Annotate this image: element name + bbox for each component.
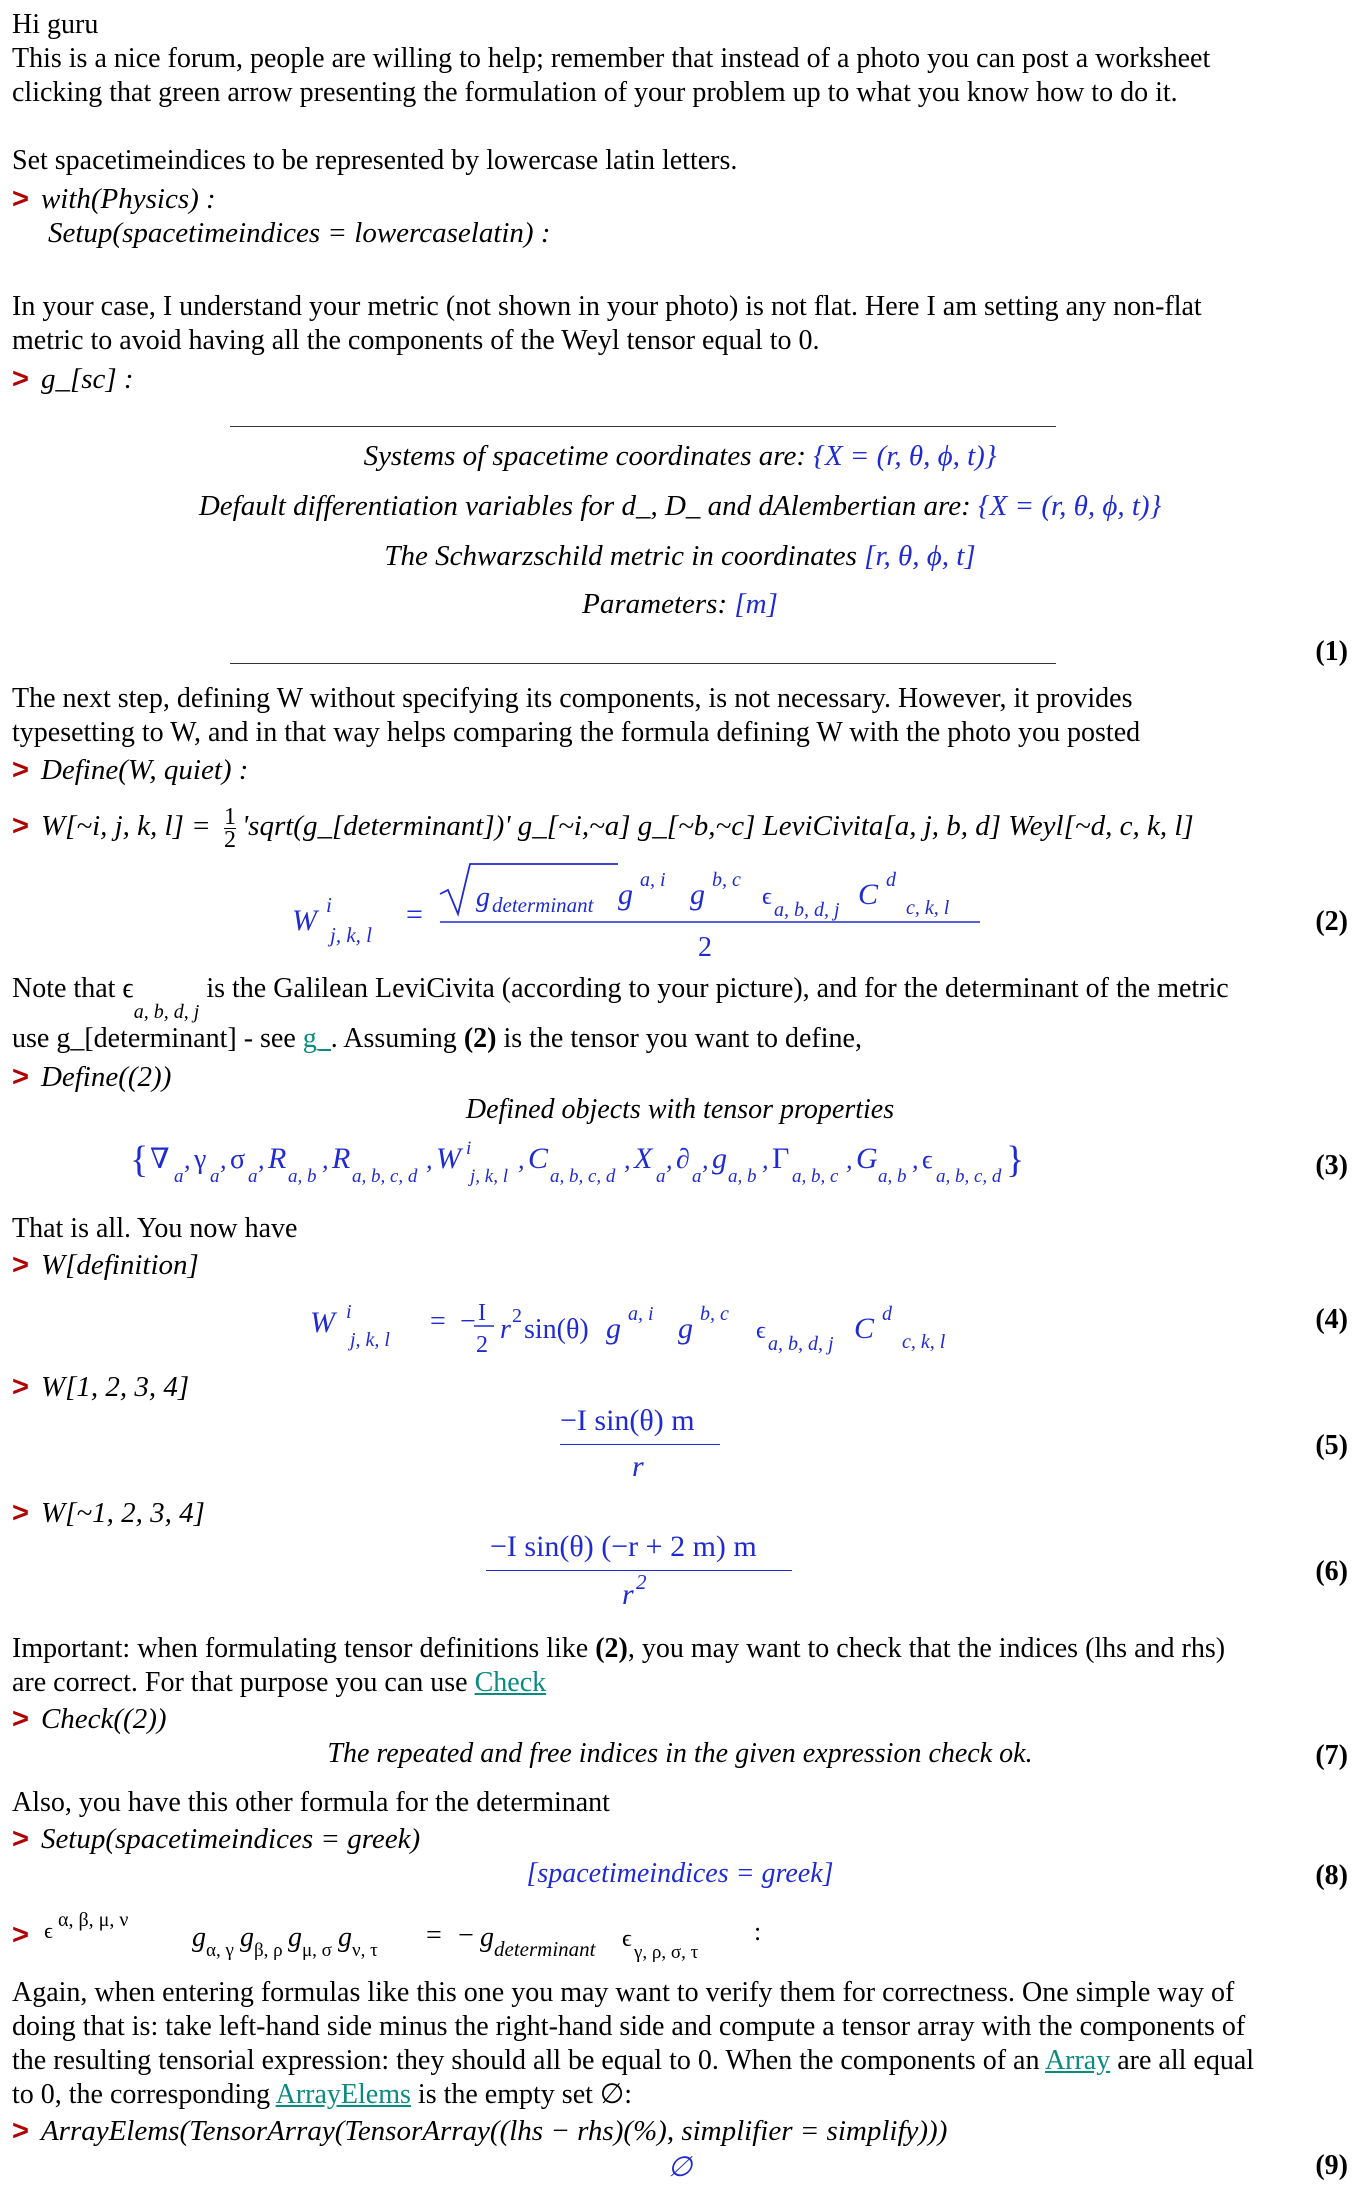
svg-text:γ, ρ, σ, τ: γ, ρ, σ, τ bbox=[634, 1942, 699, 1963]
svg-text:μ, σ: μ, σ bbox=[302, 1940, 332, 1961]
paragraph-metric-1: In your case, I understand your metric (not shown in your photo) is not flat. Here I am setting any non-flat bbox=[12, 291, 1202, 322]
svg-text:=: = bbox=[426, 1920, 442, 1951]
equation-label-1[interactable]: (1) bbox=[1315, 636, 1348, 667]
paragraph-define-1: The next step, defining W without specifying its components, is not necessary. However, it provides bbox=[12, 683, 1133, 714]
svg-text:a: a bbox=[248, 1166, 258, 1187]
prompt-marker: > bbox=[12, 2115, 29, 2147]
paragraph-define-2: typesetting to W, and in that way helps comparing the formula defining W with the photo you posted bbox=[12, 717, 1141, 748]
svg-text:g: g bbox=[192, 1922, 206, 1953]
svg-text:,: , bbox=[220, 1145, 227, 1174]
output-diff-vars: Default differentiation variables for d_, D_ and dAlembertian are: {X = (r, θ, ϕ, t)} bbox=[198, 490, 1162, 522]
svg-text:g: g bbox=[618, 878, 633, 911]
prompt-marker: > bbox=[12, 1703, 29, 1735]
svg-text:,: , bbox=[518, 1145, 525, 1174]
input-determinant-identity[interactable] bbox=[12, 1918, 41, 1952]
svg-text:ϵ: ϵ bbox=[756, 1318, 766, 1344]
svg-text:determinant: determinant bbox=[494, 1937, 596, 1961]
svg-text:a, b, c, d: a, b, c, d bbox=[352, 1166, 418, 1187]
svg-text::: : bbox=[754, 1917, 762, 1946]
svg-text:α, γ: α, γ bbox=[206, 1940, 234, 1961]
prompt-marker: > bbox=[12, 1061, 29, 1093]
command-text[interactable]: Define(W, quiet) : bbox=[40, 754, 249, 786]
svg-text:b, c: b, c bbox=[712, 869, 741, 891]
svg-text:}: } bbox=[1006, 1139, 1025, 1181]
input-with-physics[interactable] bbox=[12, 182, 216, 216]
svg-text:σ: σ bbox=[230, 1144, 246, 1175]
svg-text:,: , bbox=[846, 1145, 853, 1174]
svg-text:a, b, d, j: a, b, d, j bbox=[768, 1333, 834, 1355]
svg-text:ϵ: ϵ bbox=[922, 1145, 933, 1174]
svg-text:∂: ∂ bbox=[676, 1144, 690, 1175]
svg-text:g: g bbox=[712, 1142, 727, 1175]
paragraph-that-is-all: That is all. You now have bbox=[12, 1213, 298, 1244]
svg-text:,: , bbox=[912, 1145, 919, 1174]
svg-text:d: d bbox=[882, 1303, 892, 1325]
command-text[interactable]: g_[sc] : bbox=[40, 363, 134, 395]
command-text[interactable]: Define((2)) bbox=[40, 1061, 172, 1093]
svg-text:,: , bbox=[258, 1145, 265, 1174]
svg-text:−: − bbox=[458, 1920, 474, 1951]
svg-text:γ: γ bbox=[194, 1144, 207, 1175]
svg-text:j, k, l: j, k, l bbox=[350, 1329, 390, 1351]
svg-text:W: W bbox=[310, 1306, 335, 1339]
svg-text:d: d bbox=[886, 869, 896, 891]
paragraph-also: Also, you have this other formula for the determinant bbox=[12, 1787, 610, 1818]
svg-text:a, b: a, b bbox=[728, 1166, 757, 1187]
svg-text:2: 2 bbox=[476, 1332, 488, 1358]
equation-2-rhs bbox=[440, 858, 1000, 978]
command-text[interactable]: ArrayElems(TensorArray(TensorArray((lhs − rhs)(%), simplifier = simplify))) bbox=[40, 2115, 948, 2147]
svg-text:G: G bbox=[856, 1142, 878, 1175]
prompt-marker: > bbox=[12, 810, 29, 843]
svg-text:R: R bbox=[332, 1142, 351, 1175]
determinant-identity-formula[interactable] bbox=[44, 1900, 764, 1970]
equation-label-6[interactable]: (6) bbox=[1315, 1556, 1348, 1587]
svg-text:=: = bbox=[430, 1306, 446, 1337]
output-rule-bottom bbox=[230, 663, 1056, 664]
prompt-marker: > bbox=[12, 1371, 29, 1403]
command-text[interactable]: W[~1, 2, 3, 4] bbox=[40, 1497, 205, 1529]
svg-text:a, b, c, d: a, b, c, d bbox=[550, 1166, 616, 1187]
svg-text:a, b, d, j: a, b, d, j bbox=[774, 899, 840, 921]
svg-text:a, b, c: a, b, c bbox=[792, 1166, 839, 1187]
paragraph-note-2: use g_[determinant] - see g_. Assuming (2) is the tensor you want to define, bbox=[12, 1023, 862, 1054]
svg-text:i: i bbox=[466, 1138, 472, 1159]
command-text[interactable]: with(Physics) : bbox=[40, 183, 216, 215]
svg-text:g: g bbox=[606, 1312, 621, 1345]
equation-label-7[interactable]: (7) bbox=[1315, 1740, 1348, 1771]
input-define-w[interactable] bbox=[12, 753, 248, 787]
svg-text:g: g bbox=[288, 1922, 302, 1953]
prompt-marker: > bbox=[12, 183, 29, 215]
output-spacetime-greek: [spacetimeindices = greek] bbox=[526, 1858, 834, 1889]
svg-text:g: g bbox=[678, 1312, 693, 1345]
input-arrayelems[interactable] bbox=[12, 2114, 947, 2148]
input-check[interactable] bbox=[12, 1702, 167, 1736]
svg-text:R: R bbox=[268, 1142, 287, 1175]
svg-text:sin(θ): sin(θ) bbox=[524, 1314, 589, 1345]
svg-text:a, b: a, b bbox=[288, 1166, 317, 1187]
equation-label-4[interactable]: (4) bbox=[1315, 1304, 1348, 1335]
svg-text:β, ρ: β, ρ bbox=[254, 1940, 283, 1961]
svg-text:a, b, c, d: a, b, c, d bbox=[936, 1166, 1002, 1187]
command-text[interactable]: Setup(spacetimeindices = greek) bbox=[40, 1823, 421, 1855]
paragraph-again-1: Again, when entering formulas like this one you may want to verify them for correctness. One simple way of bbox=[12, 1977, 1235, 2008]
paragraph-setup: Set spacetimeindices to be represented by lowercase latin letters. bbox=[12, 145, 738, 176]
link-array[interactable]: Array bbox=[1044, 2045, 1111, 2076]
paragraph-important-2: are correct. For that purpose you can use Check bbox=[12, 1667, 547, 1698]
paragraph-again-3: the resulting tensorial expression: they should all be equal to 0. When the components of an Array are all equal bbox=[12, 2045, 1255, 2076]
svg-text:b, c: b, c bbox=[700, 1303, 729, 1325]
prompt-marker: > bbox=[12, 1823, 29, 1855]
svg-text:a, b: a, b bbox=[878, 1166, 907, 1187]
command-text[interactable]: Check((2)) bbox=[40, 1703, 167, 1735]
svg-text:,: , bbox=[666, 1145, 673, 1174]
paragraph-note-1: Note that $\epsilon_{a, b, d, j}$ is the Galilean LeviCivita (according to your picture), and for the determinant of the metric bbox=[12, 973, 1229, 1023]
svg-text:C: C bbox=[854, 1312, 875, 1345]
svg-text:,: , bbox=[762, 1145, 769, 1174]
link-g[interactable]: g_ bbox=[302, 1023, 331, 1054]
svg-text:W: W bbox=[436, 1142, 461, 1175]
svg-text:g: g bbox=[476, 882, 490, 913]
intro-line-3: clicking that green arrow presenting the formulation of your problem up to what you know how to do it. bbox=[12, 77, 1178, 108]
svg-text:∇: ∇ bbox=[150, 1144, 170, 1175]
input-g-sc[interactable] bbox=[12, 362, 134, 396]
input-w-def[interactable] bbox=[12, 1248, 199, 1282]
output-empty-set: ∅ bbox=[667, 2152, 693, 2183]
svg-text:C: C bbox=[858, 878, 879, 911]
svg-text:α, β, μ, ν: α, β, μ, ν bbox=[58, 1909, 129, 1931]
svg-text:j, k, l: j, k, l bbox=[470, 1166, 508, 1187]
prompt-marker: > bbox=[12, 363, 29, 395]
input-w-definition[interactable]: > W[~i, j, k, l] = $\frac{1}{2}$ 'sqrt(g_[determinant])' g_[~i,~a] g_[~b,~c] LeviCivita[a, j, b, d] Weyl[~d, c, k, l] bbox=[12, 804, 1194, 853]
equation-label-9[interactable]: (9) bbox=[1315, 2150, 1348, 2181]
svg-text:I: I bbox=[478, 1300, 486, 1326]
svg-text:,: , bbox=[426, 1145, 433, 1174]
svg-text:a: a bbox=[692, 1166, 702, 1187]
output-parameters: Parameters: [m] bbox=[582, 588, 778, 620]
svg-text:2: 2 bbox=[698, 932, 712, 963]
prompt-marker: > bbox=[12, 1919, 29, 1951]
svg-text:i: i bbox=[346, 1301, 352, 1323]
svg-text:r: r bbox=[500, 1314, 511, 1345]
output-schwarzschild: The Schwarzschild metric in coordinates [r, θ, ϕ, t] bbox=[384, 540, 976, 572]
input-w-1234[interactable] bbox=[12, 1370, 189, 1404]
output-defined-title: Defined objects with tensor properties bbox=[465, 1094, 895, 1125]
link-arrayelems[interactable]: ArrayElems bbox=[275, 2079, 411, 2110]
command-text[interactable]: W[definition] bbox=[40, 1249, 199, 1281]
svg-text:,: , bbox=[624, 1145, 631, 1174]
svg-text:g: g bbox=[338, 1922, 352, 1953]
svg-text:ϵ: ϵ bbox=[622, 1926, 632, 1952]
svg-text:c, k, l: c, k, l bbox=[902, 1331, 946, 1353]
output-systems: Systems of spacetime coordinates are: {X = (r, θ, ϕ, t)} bbox=[363, 440, 997, 472]
svg-text:−: − bbox=[460, 1306, 476, 1337]
prompt-marker: > bbox=[12, 754, 29, 786]
svg-text:g: g bbox=[480, 1922, 494, 1953]
svg-text:2: 2 bbox=[512, 1305, 522, 1327]
equation-label-2[interactable]: (2) bbox=[1315, 906, 1348, 937]
paragraph-again-4: to 0, the corresponding ArrayElems is the empty set ∅: bbox=[12, 2079, 633, 2110]
svg-text:g: g bbox=[690, 878, 705, 911]
paragraph-important-1: Important: when formulating tensor definitions like (2), you may want to check that the indices (lhs and rhs) bbox=[12, 1633, 1226, 1664]
svg-text:determinant: determinant bbox=[492, 893, 594, 917]
svg-text:a: a bbox=[656, 1166, 666, 1187]
intro-line-2: This is a nice forum, people are willing to help; remember that instead of a photo you can post a worksheet bbox=[12, 43, 1211, 74]
equation-4 bbox=[310, 1286, 1010, 1366]
paragraph-again-2: doing that is: take left-hand side minus the right-hand side and compute a tensor array with the components of bbox=[12, 2011, 1246, 2042]
svg-text:a: a bbox=[210, 1166, 220, 1187]
equation-label-3[interactable]: (3) bbox=[1315, 1150, 1348, 1181]
svg-text:a: a bbox=[174, 1166, 184, 1187]
prompt-marker: > bbox=[12, 1497, 29, 1529]
svg-text:g: g bbox=[240, 1922, 254, 1953]
command-text[interactable]: W[1, 2, 3, 4] bbox=[40, 1371, 190, 1403]
svg-text:ν, τ: ν, τ bbox=[352, 1940, 378, 1961]
defined-objects-set bbox=[130, 1132, 1130, 1202]
svg-text:ϵ: ϵ bbox=[762, 884, 772, 910]
svg-text:a, i: a, i bbox=[640, 869, 666, 891]
svg-text:ϵ: ϵ bbox=[44, 1918, 53, 1943]
svg-text:a, i: a, i bbox=[628, 1303, 654, 1325]
output-check-ok: The repeated and free indices in the given expression check ok. bbox=[327, 1738, 1033, 1769]
paragraph-metric-2: metric to avoid having all the components of the Weyl tensor equal to 0. bbox=[12, 325, 820, 356]
input-w-up-1234[interactable] bbox=[12, 1496, 205, 1530]
svg-text:C: C bbox=[528, 1142, 549, 1175]
input-setup-latin[interactable]: Setup(spacetimeindices = lowercaselatin) : bbox=[48, 217, 551, 249]
svg-text:Γ: Γ bbox=[772, 1142, 790, 1175]
equation-label-8[interactable]: (8) bbox=[1315, 1860, 1348, 1891]
svg-text:X: X bbox=[634, 1142, 653, 1175]
equation-label-5[interactable]: (5) bbox=[1315, 1430, 1348, 1461]
input-setup-greek[interactable] bbox=[12, 1822, 420, 1856]
svg-text:c, k, l: c, k, l bbox=[906, 897, 950, 919]
intro-line-1: Hi guru bbox=[12, 9, 99, 40]
svg-text:{: { bbox=[130, 1139, 149, 1181]
link-check[interactable]: Check bbox=[474, 1667, 547, 1698]
svg-text:,: , bbox=[702, 1145, 709, 1174]
svg-text:,: , bbox=[322, 1145, 329, 1174]
prompt-marker: > bbox=[12, 1249, 29, 1281]
svg-text:,: , bbox=[184, 1145, 191, 1174]
maple-worksheet: Hi guru This is a nice forum, people are willing to help; remember that instead of a photo you can post a worksheet clicking that green arrow presenting the formulation of your problem up to what you know how to do it. Set spacetimeindices to be represented by lowercase latin letters. > with(Physics) : Setup(spacetimeindices = lowercaselatin) : In your case, I understand your metric (not shown in your photo) is not flat. Here I am setting any non-flat metric to avoid having all the components of the Weyl tensor equal to 0. > g_[sc] : Systems of spacetime coordinates are: {X = (r, θ, ϕ, t)} Default differentiation variables for d_, D_ and dAlembertian are: {X = (r, θ, ϕ, t)} The Schwarzschild metric in coordinates [r, θ, ϕ, t] Parameters: [m] (1) The next step, defining W without specifying its components, is not necessary. However, it provides typesetting to W, and in that way helps comparing the formula defining W with the photo you posted > Define(W, quiet) : > W[~i, j, k, l] = $\frac{1}{2}$ 'sqrt(g_[determinant])' g_[~i,~a] g_[~b,~c] LeviCivita[a, j, b, d] Weyl[~d, c, k, l] W i j, k, l = g determinant g a, i g b, c ϵ a, b, d, j C d c, k, l 2 (2) Note that $\epsilon_{a, b, d, j}$ is the Galilean LeviCivita (according to your picture), and for the determinant of the metric use g_[determinant] - see g_. Assuming (2) is the tensor you want to define, > Define((2)) Defined objects with tensor properties { ∇ a , γ a , σ a , R a, b , R a, b, c, d , W i j, k, l , C a, b, c, d , X a , ∂ a , g a, b , Γ a, b, c , G a, b , ϵ a, b, c, d } (3) That is all. You now have > W[definition] W i j, k, l = − I 2 r 2 sin(θ) g a, i g b, c ϵ a, b, d, j C d c, k, l (4) > W[1, 2, 3, 4] −I sin(θ) m r (5) > W[~1, 2, 3, 4] −I sin(θ) (−r + 2 m) m r 2 (6) Important: when formulating tensor definitions like (2), you may want to check that the indices (lhs and rhs) are correct. For that purpose you can use Check > Check((2)) The repeated and free indices in the given expression check ok. (7) Also, you have this other formula for the determinant > Setup(spacetimeindices = greek) [spacetimeindices = greek] (8) > ϵ α, β, μ, ν g α, γ g β, ρ g μ, σ g ν, τ = − g determinant ϵ γ, ρ, σ, τ : Again, when entering formulas like this one you may want to verify them for correctness. One simple way of doing that is: take left-hand side minus the right-hand side and compute a tensor array with the components of the resulting tensorial expression: they should all be equal to 0. When the components of an Array are all equal to 0, the corresponding ArrayElems is the empty set ∅: > ArrayElems(TensorArray(TensorArray((lhs − rhs)(%), simplifier = simplify))) ∅ (9) bbox=[0, 0, 1360, 2200]
input-define-2[interactable] bbox=[12, 1060, 171, 1094]
output-rule-top bbox=[230, 426, 1056, 427]
